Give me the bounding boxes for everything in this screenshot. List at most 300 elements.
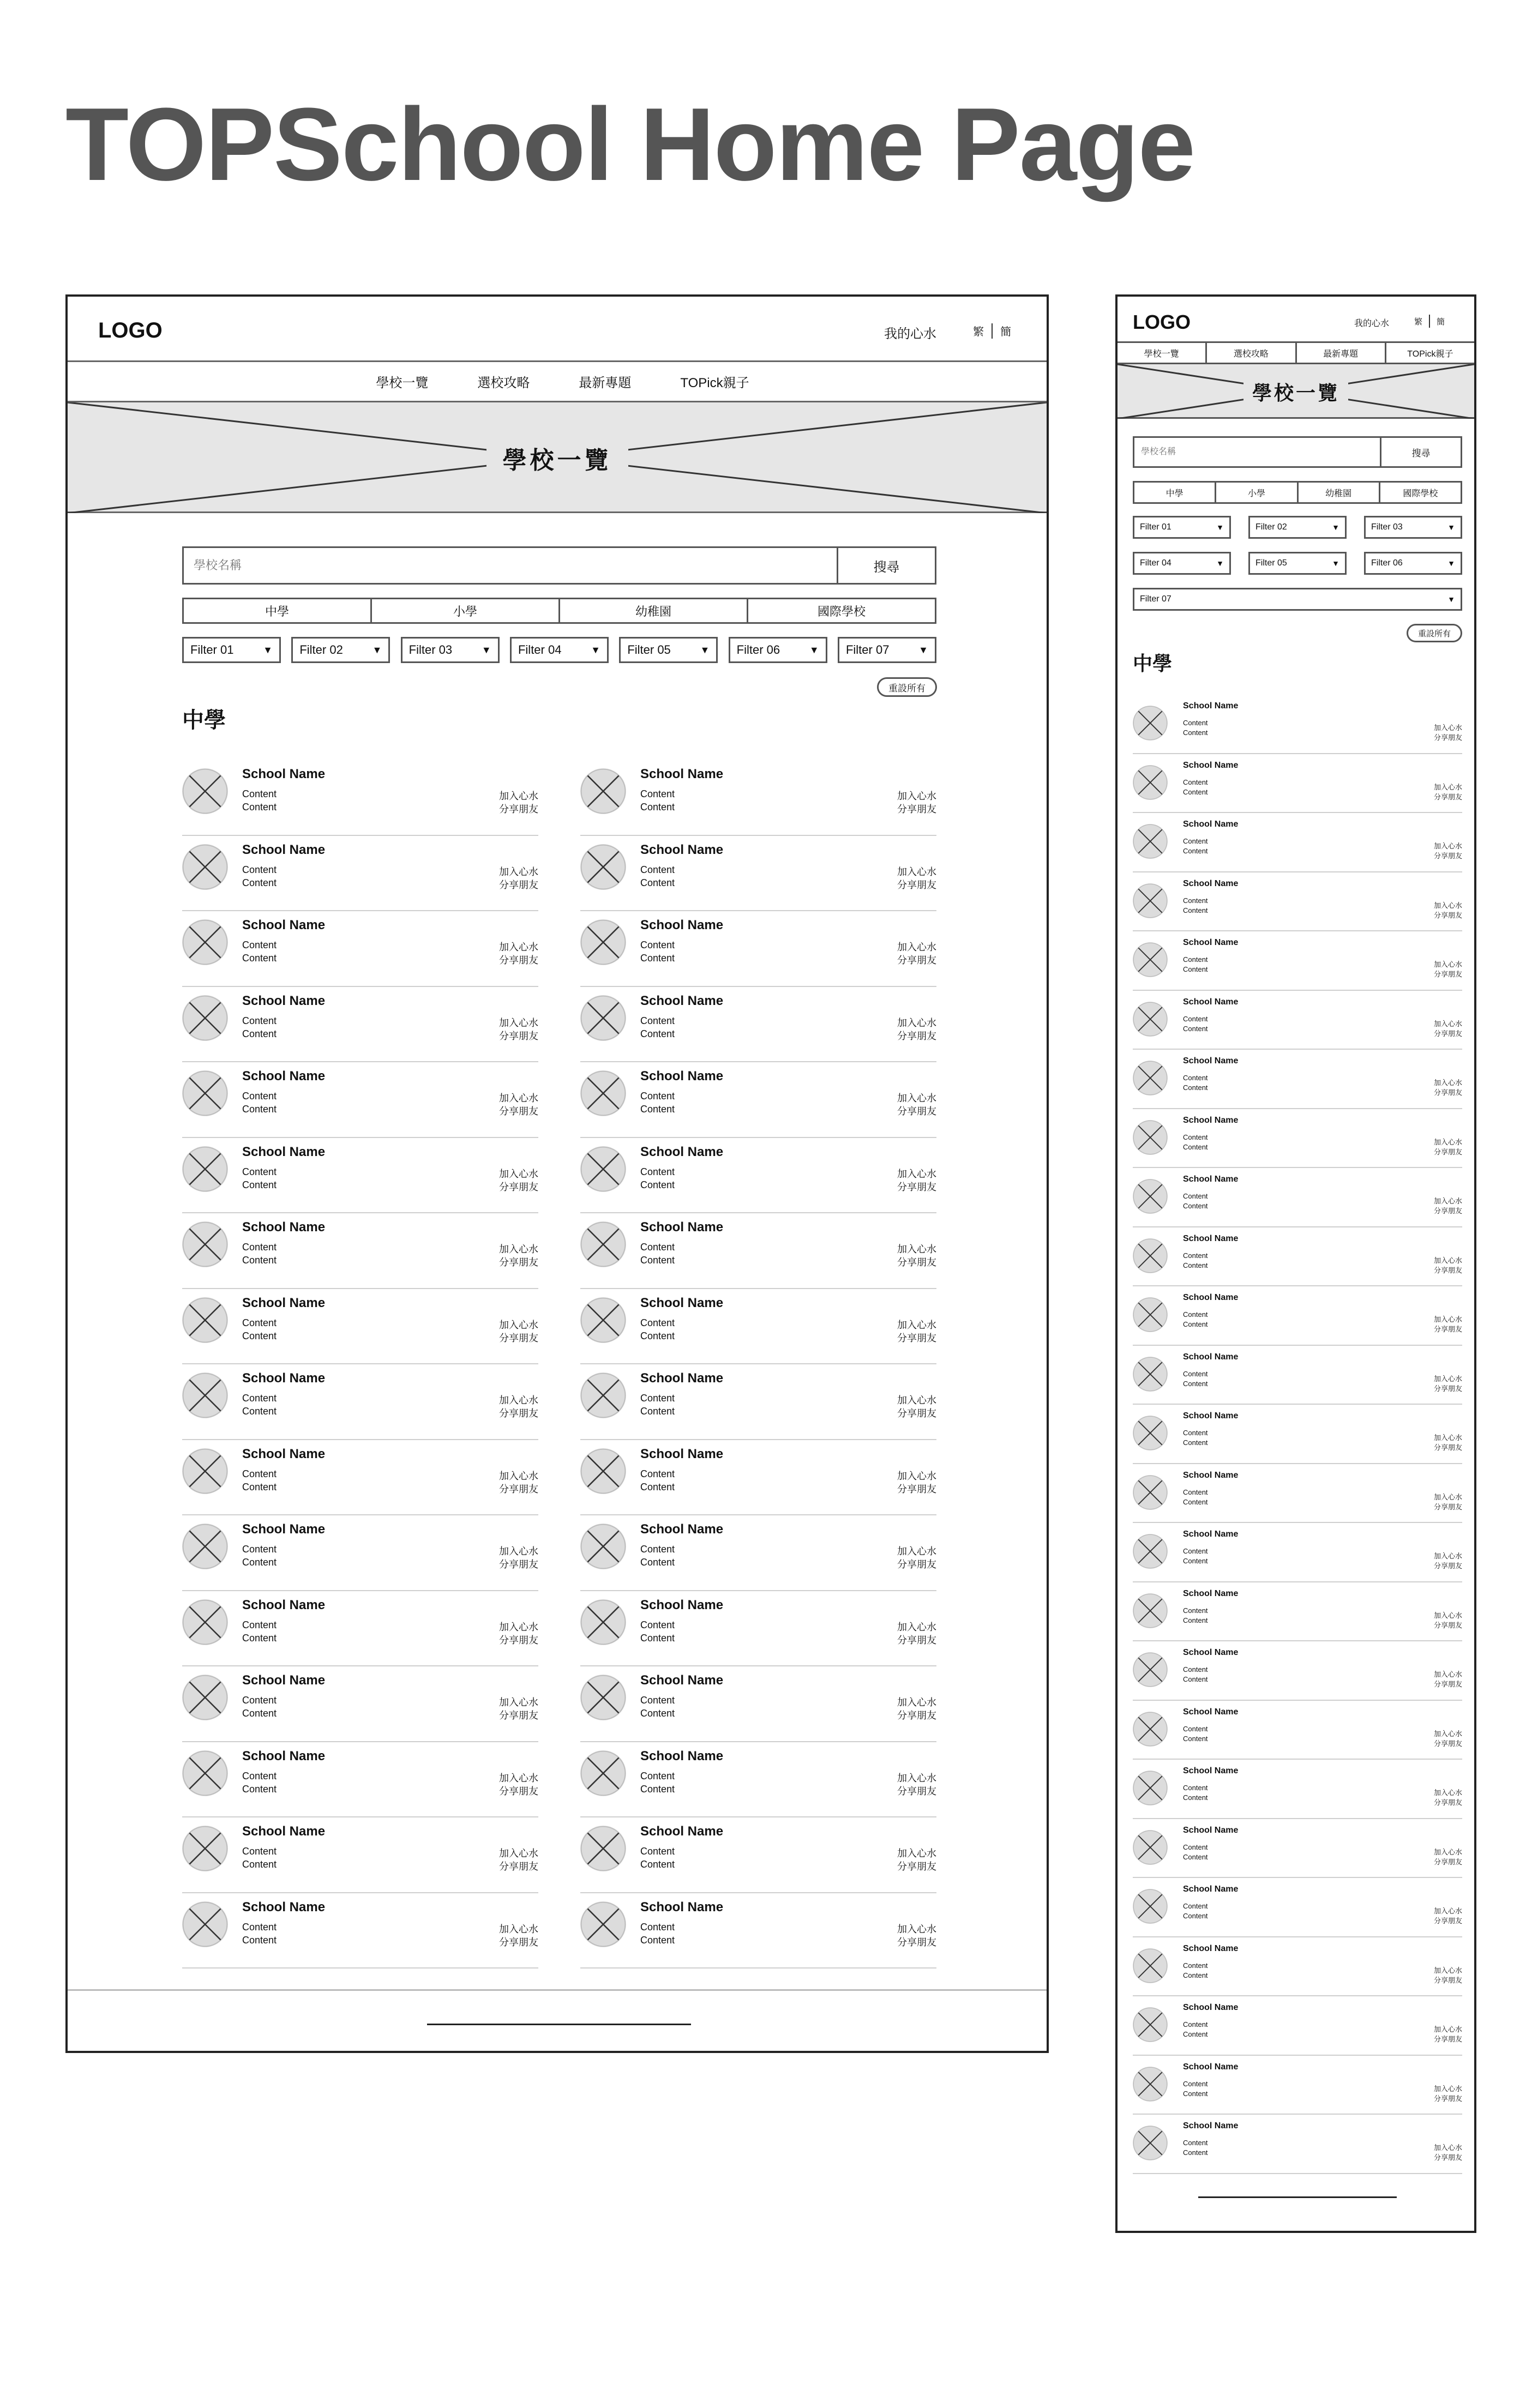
school-card[interactable] bbox=[580, 1515, 936, 1591]
add-favorite-link[interactable]: 加入心水 bbox=[897, 1470, 936, 1482]
add-favorite-link[interactable]: 加入心水 bbox=[1433, 1847, 1462, 1856]
add-favorite-link[interactable]: 加入心水 bbox=[1433, 1670, 1462, 1678]
school-card[interactable] bbox=[1133, 1050, 1462, 1109]
add-favorite-link[interactable]: 加入心水 bbox=[897, 1017, 936, 1028]
add-favorite-link[interactable]: 加入心水 bbox=[897, 1395, 936, 1406]
school-card[interactable] bbox=[1133, 754, 1462, 814]
add-favorite-link[interactable]: 加入心水 bbox=[1433, 1137, 1462, 1146]
share-friend-link[interactable]: 分享朋友 bbox=[1433, 1680, 1462, 1688]
school-card[interactable] bbox=[1133, 1641, 1462, 1701]
filter-select-04[interactable] bbox=[1133, 552, 1231, 575]
school-card[interactable] bbox=[1133, 1346, 1462, 1405]
school-name[interactable]: School Name bbox=[1183, 1233, 1239, 1243]
school-card[interactable] bbox=[182, 1742, 538, 1818]
share-friend-link[interactable]: 分享朋友 bbox=[499, 1861, 538, 1872]
school-content-line-1: Content bbox=[1183, 1843, 1208, 1851]
school-name[interactable]: School Name bbox=[640, 1069, 724, 1083]
filter-label: Filter 02 bbox=[1255, 522, 1287, 532]
share-friend-link[interactable]: 分享朋友 bbox=[499, 955, 538, 966]
tab-international[interactable]: 國際學校 bbox=[817, 604, 866, 618]
school-card[interactable] bbox=[580, 836, 936, 912]
caret-down-icon: ▼ bbox=[1447, 559, 1455, 568]
add-favorite-link[interactable]: 加入心水 bbox=[1433, 1966, 1462, 1974]
share-friend-link[interactable]: 分享朋友 bbox=[499, 1936, 538, 1948]
school-card[interactable] bbox=[1133, 1701, 1462, 1760]
add-favorite-link[interactable]: 加入心水 bbox=[1433, 1019, 1462, 1028]
school-card[interactable] bbox=[580, 1666, 936, 1742]
share-friend-link[interactable]: 分享朋友 bbox=[1433, 1857, 1462, 1866]
school-card[interactable] bbox=[1133, 1819, 1462, 1879]
add-favorite-link[interactable]: 加入心水 bbox=[1433, 1729, 1462, 1738]
school-card[interactable] bbox=[1133, 872, 1462, 932]
school-name[interactable]: School Name bbox=[1183, 1825, 1239, 1835]
nav-school-guide[interactable]: 選校攻略 bbox=[477, 376, 530, 390]
nav-topick-parenting[interactable]: TOPick親子 bbox=[1407, 349, 1453, 359]
add-favorite-link[interactable]: 加入心水 bbox=[897, 1546, 936, 1557]
school-name[interactable]: School Name bbox=[640, 1673, 724, 1688]
school-name[interactable]: School Name bbox=[1183, 1352, 1239, 1362]
school-name[interactable]: School Name bbox=[242, 993, 326, 1008]
school-card[interactable] bbox=[182, 1440, 538, 1516]
add-favorite-link[interactable]: 加入心水 bbox=[499, 866, 538, 877]
school-name[interactable]: School Name bbox=[1183, 701, 1239, 711]
add-favorite-link[interactable]: 加入心水 bbox=[1433, 1079, 1462, 1087]
add-favorite-link[interactable]: 加入心水 bbox=[1433, 1789, 1462, 1797]
school-name[interactable]: School Name bbox=[1183, 760, 1239, 770]
school-card[interactable] bbox=[1133, 1582, 1462, 1642]
filter-select-02[interactable] bbox=[291, 637, 390, 663]
add-favorite-link[interactable]: 加入心水 bbox=[1433, 1434, 1462, 1442]
school-card[interactable] bbox=[1133, 813, 1462, 872]
school-name[interactable]: School Name bbox=[640, 1295, 724, 1310]
school-name[interactable]: School Name bbox=[1183, 1766, 1239, 1775]
add-favorite-link[interactable]: 加入心水 bbox=[499, 1772, 538, 1784]
add-favorite-link[interactable]: 加入心水 bbox=[1433, 842, 1462, 850]
school-name-input[interactable] bbox=[1134, 438, 1380, 466]
add-favorite-link[interactable]: 加入心水 bbox=[897, 1168, 936, 1179]
add-favorite-link[interactable]: 加入心水 bbox=[1433, 1492, 1462, 1501]
caret-down-icon: ▼ bbox=[700, 644, 710, 655]
placeholder-cross-icon bbox=[1133, 1061, 1168, 1095]
share-friend-link[interactable]: 分享朋友 bbox=[1433, 792, 1462, 801]
add-favorite-link[interactable]: 加入心水 bbox=[1433, 1611, 1462, 1620]
add-favorite-link[interactable]: 加入心水 bbox=[897, 1772, 936, 1784]
add-favorite-link[interactable]: 加入心水 bbox=[1433, 782, 1462, 791]
school-name[interactable]: School Name bbox=[1183, 1411, 1239, 1420]
school-name[interactable]: School Name bbox=[242, 767, 326, 781]
filter-select-07[interactable] bbox=[1133, 588, 1462, 611]
filter-select-07[interactable] bbox=[838, 637, 936, 663]
school-card[interactable] bbox=[1133, 931, 1462, 991]
school-card[interactable] bbox=[580, 1364, 936, 1440]
school-name[interactable]: School Name bbox=[1183, 1648, 1239, 1657]
search-button[interactable]: 搜尋 bbox=[837, 548, 935, 583]
reset-all-button[interactable]: 重設所有 bbox=[1407, 624, 1462, 642]
school-card[interactable] bbox=[580, 1817, 936, 1893]
share-friend-link[interactable]: 分享朋友 bbox=[897, 1785, 936, 1797]
share-friend-link[interactable]: 分享朋友 bbox=[1433, 1207, 1462, 1215]
filter-grid bbox=[1133, 516, 1462, 611]
add-favorite-link[interactable]: 加入心水 bbox=[1433, 901, 1462, 910]
share-friend-link[interactable]: 分享朋友 bbox=[1433, 1976, 1462, 1984]
add-favorite-link[interactable]: 加入心水 bbox=[897, 1848, 936, 1859]
school-name[interactable]: School Name bbox=[640, 1522, 724, 1537]
share-friend-link[interactable]: 分享朋友 bbox=[1433, 911, 1462, 919]
placeholder-cross-icon bbox=[182, 1675, 228, 1720]
school-name[interactable]: School Name bbox=[242, 1673, 326, 1688]
school-name[interactable]: School Name bbox=[242, 1371, 326, 1386]
school-card[interactable] bbox=[182, 836, 538, 912]
school-card[interactable] bbox=[580, 1138, 936, 1214]
add-favorite-link[interactable]: 加入心水 bbox=[1433, 1907, 1462, 1915]
add-favorite-link[interactable]: 加入心水 bbox=[499, 1395, 538, 1406]
share-friend-link[interactable]: 分享朋友 bbox=[1433, 1384, 1462, 1393]
add-favorite-link[interactable]: 加入心水 bbox=[897, 1923, 936, 1935]
share-friend-link[interactable]: 分享朋友 bbox=[897, 955, 936, 966]
share-friend-link[interactable]: 分享朋友 bbox=[1433, 1443, 1462, 1452]
school-card[interactable] bbox=[1133, 1523, 1462, 1582]
share-friend-link[interactable]: 分享朋友 bbox=[897, 804, 936, 815]
share-friend-link[interactable]: 分享朋友 bbox=[1433, 1502, 1462, 1511]
share-friend-link[interactable]: 分享朋友 bbox=[897, 1861, 936, 1872]
school-card[interactable] bbox=[1133, 1937, 1462, 1997]
share-friend-link[interactable]: 分享朋友 bbox=[499, 1785, 538, 1797]
share-friend-link[interactable]: 分享朋友 bbox=[1433, 970, 1462, 978]
share-friend-link[interactable]: 分享朋友 bbox=[1433, 1266, 1462, 1274]
school-card[interactable] bbox=[1133, 991, 1462, 1050]
school-card[interactable] bbox=[182, 1515, 538, 1591]
school-card[interactable] bbox=[1133, 2056, 1462, 2115]
school-card[interactable] bbox=[1133, 2115, 1462, 2174]
school-name[interactable]: School Name bbox=[1183, 1293, 1239, 1302]
lang-traditional[interactable]: 繁 bbox=[1414, 317, 1423, 327]
share-friend-link[interactable]: 分享朋友 bbox=[499, 1710, 538, 1721]
share-friend-link[interactable]: 分享朋友 bbox=[1433, 2035, 1462, 2043]
school-name-input[interactable] bbox=[184, 548, 837, 583]
school-name[interactable]: School Name bbox=[242, 1522, 326, 1537]
add-favorite-link[interactable]: 加入心水 bbox=[1433, 2084, 1462, 2093]
filter-select-05[interactable] bbox=[1248, 552, 1347, 575]
lang-simplified[interactable]: 簡 bbox=[1437, 317, 1445, 327]
school-name[interactable]: School Name bbox=[242, 842, 326, 857]
school-card[interactable] bbox=[1133, 1464, 1462, 1524]
favorites-link[interactable]: 我的心水 bbox=[884, 327, 936, 341]
school-card[interactable] bbox=[580, 987, 936, 1063]
placeholder-cross-icon bbox=[580, 1297, 626, 1343]
school-name[interactable]: School Name bbox=[242, 1899, 326, 1915]
school-name[interactable]: School Name bbox=[1183, 2062, 1239, 2072]
add-favorite-link[interactable]: 加入心水 bbox=[1433, 1315, 1462, 1323]
school-name[interactable]: School Name bbox=[1183, 1470, 1239, 1480]
add-favorite-link[interactable]: 加入心水 bbox=[499, 1697, 538, 1708]
share-friend-link[interactable]: 分享朋友 bbox=[897, 1710, 936, 1721]
placeholder-cross-icon bbox=[182, 768, 228, 814]
filter-select-06[interactable] bbox=[729, 637, 827, 663]
reset-all-button[interactable]: 重設所有 bbox=[877, 677, 937, 697]
add-favorite-link[interactable]: 加入心水 bbox=[499, 1093, 538, 1104]
school-name[interactable]: School Name bbox=[1183, 1530, 1239, 1539]
school-name[interactable]: School Name bbox=[1183, 1115, 1239, 1125]
school-name[interactable]: School Name bbox=[640, 1597, 724, 1612]
add-favorite-link[interactable]: 加入心水 bbox=[897, 1093, 936, 1104]
lang-simplified[interactable]: 簡 bbox=[1000, 326, 1011, 338]
tab-primary[interactable]: 小學 bbox=[372, 599, 560, 622]
hero-banner bbox=[68, 402, 1047, 513]
school-name[interactable]: School Name bbox=[1183, 1588, 1239, 1598]
school-content-line-2: Content bbox=[640, 1557, 675, 1568]
share-friend-link[interactable]: 分享朋友 bbox=[1433, 1325, 1462, 1333]
school-card[interactable] bbox=[182, 1364, 538, 1440]
school-card[interactable] bbox=[182, 911, 538, 987]
share-friend-link[interactable]: 分享朋友 bbox=[897, 1408, 936, 1419]
school-name[interactable]: School Name bbox=[242, 1597, 326, 1612]
school-name[interactable]: School Name bbox=[640, 1220, 724, 1235]
add-favorite-link[interactable]: 加入心水 bbox=[499, 1848, 538, 1859]
share-friend-link[interactable]: 分享朋友 bbox=[897, 1483, 936, 1495]
tab-kindergarten[interactable]: 幼稚園 bbox=[560, 599, 748, 622]
school-card[interactable] bbox=[1133, 1878, 1462, 1937]
school-name[interactable]: School Name bbox=[1183, 820, 1239, 829]
tab-secondary[interactable]: 中學 bbox=[184, 599, 372, 622]
add-favorite-link[interactable]: 加入心水 bbox=[499, 1017, 538, 1028]
school-name[interactable]: School Name bbox=[640, 1371, 724, 1386]
share-friend-link[interactable]: 分享朋友 bbox=[1433, 1739, 1462, 1748]
school-name[interactable]: School Name bbox=[640, 1144, 724, 1159]
share-friend-link[interactable]: 分享朋友 bbox=[499, 1408, 538, 1419]
nav-latest-topics[interactable]: 最新專題 bbox=[1297, 343, 1386, 363]
logo[interactable]: LOGO bbox=[98, 318, 163, 342]
school-name[interactable]: School Name bbox=[242, 1144, 326, 1159]
school-card[interactable] bbox=[182, 1289, 538, 1365]
share-friend-link[interactable]: 分享朋友 bbox=[897, 1181, 936, 1193]
school-card[interactable] bbox=[182, 1062, 538, 1138]
school-name[interactable]: School Name bbox=[640, 1446, 724, 1461]
placeholder-cross-icon bbox=[182, 1372, 228, 1418]
school-name[interactable]: School Name bbox=[1183, 997, 1239, 1007]
share-friend-link[interactable]: 分享朋友 bbox=[897, 1106, 936, 1117]
school-card[interactable] bbox=[1133, 695, 1462, 754]
school-name[interactable]: School Name bbox=[640, 1899, 724, 1915]
share-friend-link[interactable]: 分享朋友 bbox=[1433, 1562, 1462, 1570]
tab-primary[interactable]: 小學 bbox=[1216, 483, 1298, 502]
caret-down-icon: ▼ bbox=[1447, 595, 1455, 604]
school-image-placeholder-icon bbox=[580, 1297, 626, 1343]
share-friend-link[interactable]: 分享朋友 bbox=[499, 1332, 538, 1344]
logo[interactable]: LOGO bbox=[1133, 311, 1191, 333]
nav-topick-parenting[interactable]: TOPick親子 bbox=[680, 376, 749, 390]
school-card[interactable] bbox=[1133, 1760, 1462, 1819]
nav-latest-topics[interactable]: 最新專題 bbox=[579, 376, 632, 390]
share-friend-link[interactable]: 分享朋友 bbox=[1433, 2094, 1462, 2103]
school-name[interactable]: School Name bbox=[640, 767, 724, 781]
school-card[interactable] bbox=[182, 1591, 538, 1667]
school-name[interactable]: School Name bbox=[1183, 2003, 1239, 2012]
school-card[interactable] bbox=[182, 1213, 538, 1289]
share-friend-link[interactable]: 分享朋友 bbox=[897, 1634, 936, 1646]
filter-select-01[interactable] bbox=[182, 637, 281, 663]
school-card[interactable] bbox=[1133, 1996, 1462, 2056]
share-friend-link[interactable]: 分享朋友 bbox=[1433, 1088, 1462, 1097]
share-friend-link[interactable]: 分享朋友 bbox=[499, 804, 538, 815]
filter-select-04[interactable] bbox=[510, 637, 609, 663]
school-content-line-1: Content bbox=[1183, 1014, 1208, 1023]
school-card[interactable] bbox=[182, 760, 538, 836]
share-friend-link[interactable]: 分享朋友 bbox=[499, 1559, 538, 1570]
school-name[interactable]: School Name bbox=[242, 1069, 326, 1083]
add-favorite-link[interactable]: 加入心水 bbox=[499, 1923, 538, 1935]
search-button[interactable]: 搜尋 bbox=[1380, 438, 1461, 466]
placeholder-cross-icon bbox=[182, 1221, 228, 1267]
add-favorite-link[interactable]: 加入心水 bbox=[1433, 2144, 1462, 2152]
add-favorite-link[interactable]: 加入心水 bbox=[499, 791, 538, 802]
school-card[interactable] bbox=[580, 1893, 936, 1969]
add-favorite-link[interactable]: 加入心水 bbox=[499, 942, 538, 953]
share-friend-link[interactable]: 分享朋友 bbox=[1433, 1147, 1462, 1156]
add-favorite-link[interactable]: 加入心水 bbox=[499, 1470, 538, 1482]
school-card[interactable] bbox=[182, 1138, 538, 1214]
school-card[interactable] bbox=[580, 1289, 936, 1365]
share-friend-link[interactable]: 分享朋友 bbox=[499, 879, 538, 890]
school-card[interactable] bbox=[182, 1666, 538, 1742]
share-friend-link[interactable]: 分享朋友 bbox=[897, 1332, 936, 1344]
placeholder-cross-icon bbox=[182, 1750, 228, 1796]
school-name[interactable]: School Name bbox=[640, 918, 724, 932]
school-card[interactable] bbox=[580, 911, 936, 987]
school-card[interactable] bbox=[1133, 1286, 1462, 1346]
share-friend-link[interactable]: 分享朋友 bbox=[1433, 1029, 1462, 1038]
add-favorite-link[interactable]: 加入心水 bbox=[897, 1319, 936, 1331]
share-friend-link[interactable]: 分享朋友 bbox=[897, 1559, 936, 1570]
share-friend-link[interactable]: 分享朋友 bbox=[897, 1030, 936, 1042]
school-card[interactable] bbox=[1133, 1109, 1462, 1169]
share-friend-link[interactable]: 分享朋友 bbox=[1433, 1621, 1462, 1629]
filter-select-06[interactable] bbox=[1364, 552, 1462, 575]
nav-school-guide[interactable]: 選校攻略 bbox=[1207, 343, 1296, 363]
tab-international[interactable]: 國際學校 bbox=[1403, 489, 1438, 498]
share-friend-link[interactable]: 分享朋友 bbox=[499, 1106, 538, 1117]
school-name[interactable]: School Name bbox=[1183, 1943, 1239, 1953]
add-favorite-link[interactable]: 加入心水 bbox=[1433, 960, 1462, 968]
add-favorite-link[interactable]: 加入心水 bbox=[1433, 1374, 1462, 1383]
school-name[interactable]: School Name bbox=[242, 918, 326, 932]
school-content-line-2: Content bbox=[640, 802, 675, 812]
nav-school-list[interactable]: 學校一覽 bbox=[376, 376, 429, 390]
add-favorite-link[interactable]: 加入心水 bbox=[499, 1621, 538, 1633]
school-name[interactable]: School Name bbox=[1183, 1175, 1239, 1184]
school-name[interactable]: School Name bbox=[1183, 1707, 1239, 1717]
school-card[interactable] bbox=[182, 987, 538, 1063]
filter-label: Filter 01 bbox=[1140, 522, 1171, 532]
filter-select-03[interactable] bbox=[1364, 516, 1462, 539]
share-friend-link[interactable]: 分享朋友 bbox=[897, 1936, 936, 1948]
add-favorite-link[interactable]: 加入心水 bbox=[1433, 724, 1462, 732]
add-favorite-link[interactable]: 加入心水 bbox=[499, 1244, 538, 1255]
school-image-placeholder-icon bbox=[580, 768, 626, 814]
school-card[interactable] bbox=[580, 1213, 936, 1289]
share-friend-link[interactable]: 分享朋友 bbox=[1433, 2153, 1462, 2162]
add-favorite-link[interactable]: 加入心水 bbox=[1433, 2025, 1462, 2033]
favorites-link[interactable]: 我的心水 bbox=[1354, 319, 1390, 328]
add-favorite-link[interactable]: 加入心水 bbox=[499, 1546, 538, 1557]
nav-school-list[interactable]: 學校一覽 bbox=[1118, 343, 1207, 363]
add-favorite-link[interactable]: 加入心水 bbox=[1433, 1197, 1462, 1205]
school-card[interactable] bbox=[1133, 1227, 1462, 1287]
school-card[interactable] bbox=[580, 1591, 936, 1667]
school-name[interactable]: School Name bbox=[242, 1295, 326, 1310]
school-image-placeholder-icon bbox=[1133, 1002, 1168, 1037]
share-friend-link[interactable]: 分享朋友 bbox=[499, 1030, 538, 1042]
school-name[interactable]: School Name bbox=[1183, 2121, 1239, 2130]
school-content-line-1: Content bbox=[242, 1846, 277, 1857]
school-content-line-2: Content bbox=[1183, 1557, 1208, 1565]
share-friend-link[interactable]: 分享朋友 bbox=[897, 879, 936, 890]
placeholder-cross-icon bbox=[580, 1599, 626, 1645]
add-favorite-link[interactable]: 加入心水 bbox=[1433, 1552, 1462, 1560]
add-favorite-link[interactable]: 加入心水 bbox=[897, 791, 936, 802]
school-content-line-2: Content bbox=[1183, 1971, 1208, 1979]
share-friend-link[interactable]: 分享朋友 bbox=[1433, 1917, 1462, 1925]
add-favorite-link[interactable]: 加入心水 bbox=[897, 942, 936, 953]
school-name[interactable]: School Name bbox=[242, 1748, 326, 1763]
school-name[interactable]: School Name bbox=[242, 1446, 326, 1461]
share-friend-link[interactable]: 分享朋友 bbox=[499, 1181, 538, 1193]
share-friend-link[interactable]: 分享朋友 bbox=[1433, 852, 1462, 860]
school-name[interactable]: School Name bbox=[640, 1824, 724, 1839]
filter-select-02[interactable] bbox=[1248, 516, 1347, 539]
add-favorite-link[interactable]: 加入心水 bbox=[897, 1621, 936, 1633]
school-card[interactable] bbox=[580, 1062, 936, 1138]
add-favorite-link[interactable]: 加入心水 bbox=[499, 1168, 538, 1179]
school-name[interactable]: School Name bbox=[242, 1824, 326, 1839]
share-friend-link[interactable]: 分享朋友 bbox=[897, 1257, 936, 1268]
add-favorite-link[interactable]: 加入心水 bbox=[499, 1319, 538, 1331]
school-name[interactable]: School Name bbox=[242, 1220, 326, 1235]
school-name[interactable]: School Name bbox=[640, 1748, 724, 1763]
school-card[interactable] bbox=[1133, 1405, 1462, 1464]
add-favorite-link[interactable]: 加入心水 bbox=[897, 866, 936, 877]
school-card[interactable] bbox=[580, 1742, 936, 1818]
school-name[interactable]: School Name bbox=[640, 993, 724, 1008]
school-name[interactable]: School Name bbox=[1183, 938, 1239, 947]
school-card[interactable] bbox=[182, 1893, 538, 1969]
school-content-line-2: Content bbox=[242, 1028, 277, 1039]
filter-select-05[interactable] bbox=[619, 637, 718, 663]
share-friend-link[interactable]: 分享朋友 bbox=[499, 1483, 538, 1495]
tab-kindergarten[interactable]: 幼稚園 bbox=[1299, 483, 1380, 502]
share-friend-link[interactable]: 分享朋友 bbox=[1433, 1798, 1462, 1807]
school-card[interactable] bbox=[1133, 1168, 1462, 1227]
add-favorite-link[interactable]: 加入心水 bbox=[897, 1697, 936, 1708]
school-card[interactable] bbox=[182, 1817, 538, 1893]
tab-secondary[interactable]: 中學 bbox=[1134, 483, 1216, 502]
school-name[interactable]: School Name bbox=[1183, 878, 1239, 888]
school-name[interactable]: School Name bbox=[1183, 1056, 1239, 1065]
lang-traditional[interactable]: 繁 bbox=[973, 326, 984, 338]
school-name[interactable]: School Name bbox=[640, 842, 724, 857]
school-card[interactable] bbox=[580, 760, 936, 836]
share-friend-link[interactable]: 分享朋友 bbox=[1433, 733, 1462, 742]
add-favorite-link[interactable]: 加入心水 bbox=[897, 1244, 936, 1255]
filter-select-03[interactable] bbox=[401, 637, 500, 663]
filter-label: Filter 06 bbox=[736, 643, 780, 657]
school-image-placeholder-icon bbox=[182, 1901, 228, 1947]
add-favorite-link[interactable]: 加入心水 bbox=[1433, 1256, 1462, 1265]
share-friend-link[interactable]: 分享朋友 bbox=[499, 1634, 538, 1646]
school-card[interactable] bbox=[580, 1440, 936, 1516]
school-name[interactable]: School Name bbox=[1183, 1885, 1239, 1894]
filter-select-01[interactable] bbox=[1133, 516, 1231, 539]
share-friend-link[interactable]: 分享朋友 bbox=[499, 1257, 538, 1268]
